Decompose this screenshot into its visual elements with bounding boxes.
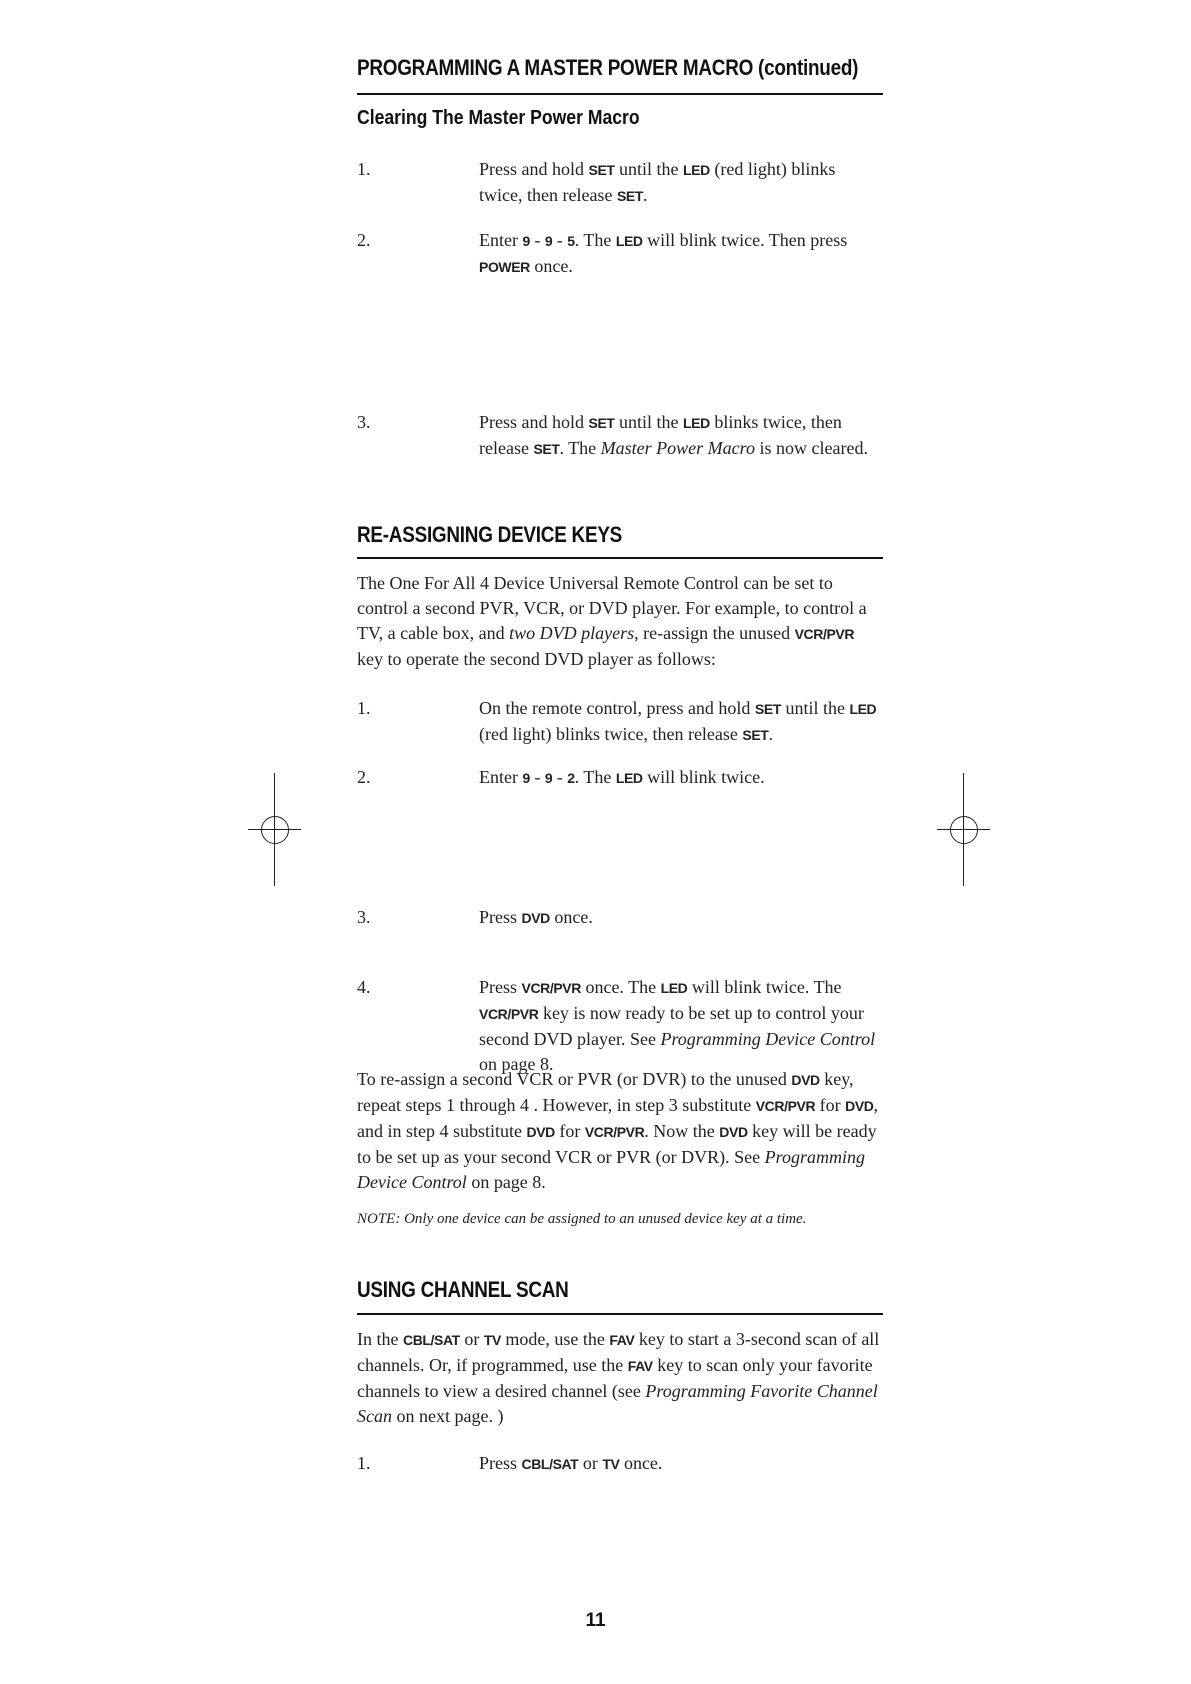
section-rule (357, 93, 883, 95)
step-number: 3. (357, 412, 371, 432)
step-text: Press and hold SET until the LED (red light) blinks twice, then release SET. (479, 159, 836, 205)
page-number: 11 (585, 1610, 606, 1631)
step-number: 2. (357, 767, 371, 787)
step-text: Press CBL/SAT or TV once. (479, 1453, 663, 1473)
step-text: Enter 9 - 9 - 2. The LED will blink twice. (479, 767, 765, 787)
step-text: Press and hold SET until the LED blinks twice, then release SET. The Master Power Macro is now cleared. (479, 412, 868, 458)
step-number: 1. (357, 698, 371, 718)
registration-mark-left (248, 773, 301, 886)
step-text: Press DVD once. (479, 907, 593, 927)
section-intro: The One For All 4 Device Universal Remote Control can be set to control a second PVR, VCR, or DVD player. For example, to control a TV, a cable box, and two DVD players, re-assign the unused VCR/PVR key to operate the second DVD player as follows: (357, 573, 867, 669)
section-title-channel-scan: USING CHANNEL SCAN (357, 1277, 569, 1302)
step-text: Press VCR/PVR once. The LED will blink twice. The VCR/PVR key is now ready to be set up to control your second DVD player. See Programming Device Control on page 8. (479, 977, 876, 1074)
registration-mark-right (937, 773, 990, 886)
section-paragraph: To re-assign a second VCR or PVR (or DVR) to the unused DVD key, repeat steps 1 through 4 . However, in step 3 substitute VCR/PVR for DVD, and in step 4 substitute DVD for VCR/PVR. Now the DVD key will be ready to be set up as your second VCR or PVR (or DVR). See Programming Device Control on page 8. (357, 1069, 879, 1192)
section-title-master-power-macro: PROGRAMMING A MASTER POWER MACRO (continued) (357, 55, 859, 80)
step-number: 2. (357, 230, 371, 250)
step-text: On the remote control, press and hold SET until the LED (red light) blinks twice, then release SET. (479, 698, 877, 744)
step-text: Enter 9 - 9 - 5. The LED will blink twice. Then press POWER once. (479, 230, 848, 276)
note-text: NOTE: Only one device can be assigned to an unused device key at a time. (357, 1211, 807, 1227)
section-title-reassigning: RE-ASSIGNING DEVICE KEYS (357, 522, 623, 547)
step-number: 1. (357, 159, 371, 179)
section-rule (357, 557, 883, 559)
step-number: 1. (357, 1453, 371, 1473)
step-number: 3. (357, 907, 371, 927)
section-intro: In the CBL/SAT or TV mode, use the FAV key to start a 3-second scan of all channels. Or, if programmed, use the FAV key to scan only your favorite channels to view a desired channel (see Programming Favorite Channel Scan on next page. ) (357, 1329, 880, 1426)
step-number: 4. (357, 977, 371, 997)
section-rule (357, 1313, 883, 1315)
subsection-title-clearing: Clearing The Master Power Macro (357, 107, 640, 129)
